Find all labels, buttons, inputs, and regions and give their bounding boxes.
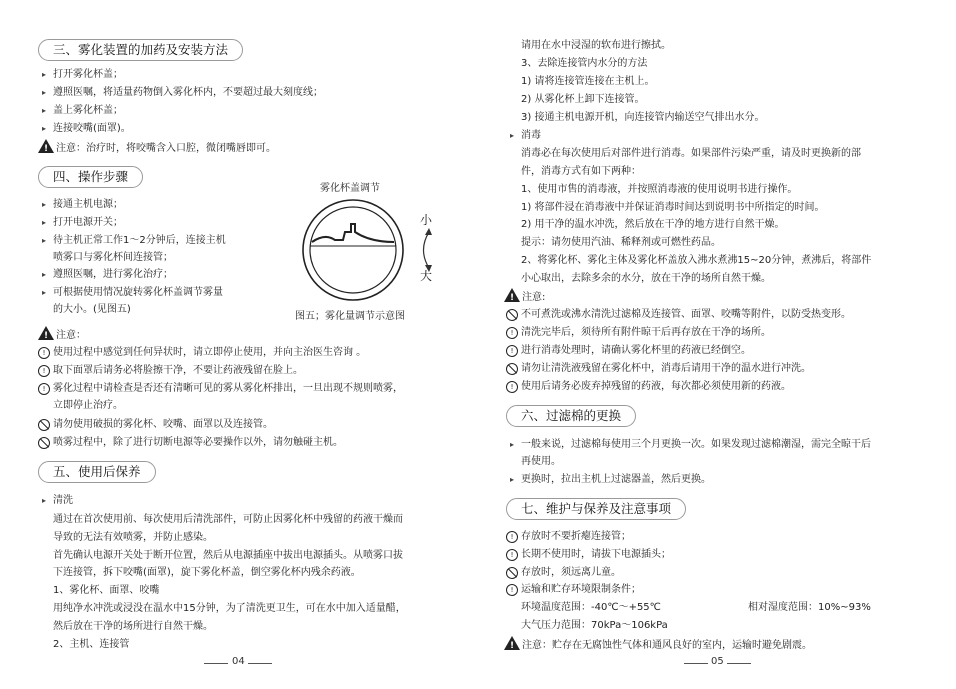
section-6-heading: 六、过滤棉的更换 [506, 405, 636, 427]
body-line: 消毒必在每次使用后对部件进行消毒。如果部件污染严重，请及时更换新的部 [521, 148, 861, 159]
body-line: 下连接管，拆下咬嘴(面罩)，旋下雾化杯盖，倒空雾化杯内残余药液。 [53, 567, 361, 578]
body-line: 3) 接通主机电源开机，向连接管内输送空气排出水分。 [521, 112, 765, 123]
section-7-heading: 七、维护与保养及注意事项 [506, 498, 686, 520]
body-line: 导致的无法有效喷雾，并防止感染。 [53, 532, 213, 543]
note-item: 使用后请务必废弃掉残留的药液，每次都必须使用新的药液。 [521, 381, 791, 392]
info-icon: ! [506, 549, 518, 561]
warning-icon [38, 326, 54, 340]
cap-outer-ring [303, 200, 403, 300]
body-line: 首先确认电源开关处于断开位置，然后从电源插座中拔出电源插头。从喷雾口拔 [53, 550, 403, 561]
body-line: 小心取出，去除多余的水分，放在干净的场所自然干燥。 [521, 273, 771, 284]
info-icon: ! [38, 383, 50, 395]
section-4-heading: 四、操作步骤 [38, 166, 143, 188]
body-line: 2) 用干净的温水冲洗，然后放在干净的地方进行自然干燥。 [521, 219, 785, 230]
body-line: 2、将雾化杯、雾化主体及雾化杯盖放入沸水煮沸15~20分钟，煮沸后，将部件 [521, 255, 872, 266]
note-item: 使用过程中感觉到任何异状时，请立即停止使用，并向主治医生咨询 。 [53, 347, 367, 358]
warning-icon [504, 288, 520, 302]
section-3-heading: 三、雾化装置的加药及安装方法 [38, 39, 243, 61]
info-icon: ! [506, 531, 518, 543]
body-line: 再使用。 [521, 456, 561, 467]
prohibited-icon [506, 309, 518, 321]
prohibited-icon [38, 437, 50, 449]
body-line: 1、雾化杯、面罩、咬嘴 [53, 585, 160, 596]
page-number-right: 05 [711, 656, 724, 667]
figure-label-large: 大 [420, 269, 433, 283]
list-item: 打开电源开关； [53, 217, 123, 228]
info-icon: ! [506, 345, 518, 357]
env-pressure: 大气压力范围：70kPa～106kPa [521, 620, 668, 631]
note-item: 请勿让清洗液残留在雾化杯中，消毒后请用干净的温水进行冲洗。 [521, 363, 811, 374]
list-item: 遵照医嘱，将适量药物倒入雾化杯内，不要超过最大刻度线； [53, 87, 323, 98]
warning-icon [504, 636, 520, 650]
note-item: 喷雾过程中，除了进行切断电源等必要操作以外，请勿触碰主机。 [53, 437, 343, 448]
body-line: 1) 将部件浸在消毒液中并保证消毒时间达到说明书中所指定的时间。 [521, 202, 825, 213]
body-line: 更换时，拉出主机上过滤器盖，然后更换。 [521, 474, 711, 485]
body-line: 2、主机、连接管 [53, 639, 130, 650]
note-item: 雾化过程中请检查是否还有清晰可见的雾从雾化杯排出，一旦出现不规则喷雾， [53, 383, 403, 394]
list-item: 存放时，须远离儿童。 [521, 567, 621, 578]
prohibited-icon [506, 567, 518, 579]
page-number-left: 04 [232, 656, 245, 667]
cap-inner-ring [310, 207, 396, 293]
info-icon: ! [38, 365, 50, 377]
list-item: 可根据使用情况旋转雾化杯盖调节雾量 [53, 287, 223, 298]
list-item: 盖上雾化杯盖； [53, 105, 123, 116]
body-line: 用纯净水冲洗或浸没在温水中15分钟，为了清洗更卫生，可在水中加入适量醋， [53, 603, 406, 614]
list-item: 运输和贮存环境限制条件； [521, 584, 641, 595]
sec3-note: !注意：治疗时，将咬嘴含入口腔，微闭嘴唇即可。 [38, 139, 276, 156]
disinfect-heading: 消毒 [521, 130, 541, 141]
list-item-cont: 的大小。(见图五) [53, 304, 131, 315]
list-item: 存放时不要折瘪连接管； [521, 531, 631, 542]
warning-icon [38, 139, 54, 153]
note-item: 请勿使用破损的雾化杯、咬嘴、面罩以及连接管。 [53, 419, 273, 430]
clean-heading: 清洗 [53, 495, 73, 506]
body-line: 3、去除连接管内水分的方法 [521, 58, 648, 69]
info-icon: ! [506, 381, 518, 393]
env-temperature: 环境温度范围：-40℃～+55℃ [521, 602, 661, 613]
arrow-head-up [425, 228, 432, 235]
info-icon: ! [38, 347, 50, 359]
note-item: 清洗完毕后，须待所有附件晾干后再存放在干净的场所。 [521, 327, 771, 338]
sec4-note-head: !注意： [38, 326, 86, 343]
body-line: 1) 请将连接管连接在主机上。 [521, 76, 655, 87]
body-line: 提示：请勿使用汽油、稀释剂或可燃性药品。 [521, 237, 721, 248]
cap-adjust-wave [312, 224, 394, 242]
list-item: 待主机正常工作1～2分钟后，连接主机 [53, 235, 226, 246]
body-line: 请用在水中浸湿的软布进行擦拭。 [521, 40, 671, 51]
note-item: 不可煮洗或沸水清洗过滤棉及连接管、面罩、咬嘴等附件，以防受热变形。 [521, 309, 851, 320]
note-item: 进行消毒处理时，请确认雾化杯里的药液已经倒空。 [521, 345, 751, 356]
figure-caption: 图五；雾化量调节示意图 [295, 311, 405, 322]
list-item: 连接咬嘴(面罩)。 [53, 123, 131, 134]
list-item: 长期不使用时，请拔下电源插头； [521, 549, 671, 560]
sec7-note: !注意：贮存在无腐蚀性气体和通风良好的室内，运输时避免剧震。 [504, 636, 812, 653]
info-icon: ! [506, 327, 518, 339]
list-item: 遵照医嘱，进行雾化治疗； [53, 269, 173, 280]
body-line: 2) 从雾化杯上卸下连接管。 [521, 94, 645, 105]
right-note-head: !注意: [504, 288, 545, 305]
info-icon: ! [506, 584, 518, 596]
body-line: 件，消毒方式有如下两种： [521, 166, 641, 177]
body-line: 1、使用市售的消毒液，并按照消毒液的使用说明书进行操作。 [521, 184, 798, 195]
body-line: 然后放在干净的场所进行自然干燥。 [53, 621, 213, 632]
figure-title: 雾化杯盖调节 [320, 183, 380, 194]
env-humidity: 相对湿度范围：10%~93% [748, 602, 871, 613]
adjust-direction-arrow [424, 232, 430, 268]
prohibited-icon [38, 419, 50, 431]
note-item: 取下面罩后请务必将脸擦干净，不要让药液残留在脸上。 [53, 365, 303, 376]
list-item: 打开雾化杯盖； [53, 69, 123, 80]
body-line: 通过在首次使用前、每次使用后清洗部件，可防止因雾化杯中残留的药液干燥而 [53, 514, 403, 525]
section-5-heading: 五、使用后保养 [38, 461, 156, 483]
figure-label-small: 小 [420, 213, 433, 227]
body-line: 一般来说，过滤棉每使用三个月更换一次。如果发现过滤棉潮湿，需完全晾干后 [521, 439, 871, 450]
prohibited-icon [506, 363, 518, 375]
note-item-cont: 立即停止治疗。 [53, 400, 123, 411]
list-item-cont: 喷雾口与雾化杯间连接管； [53, 252, 173, 263]
list-item: 接通主机电源； [53, 199, 123, 210]
